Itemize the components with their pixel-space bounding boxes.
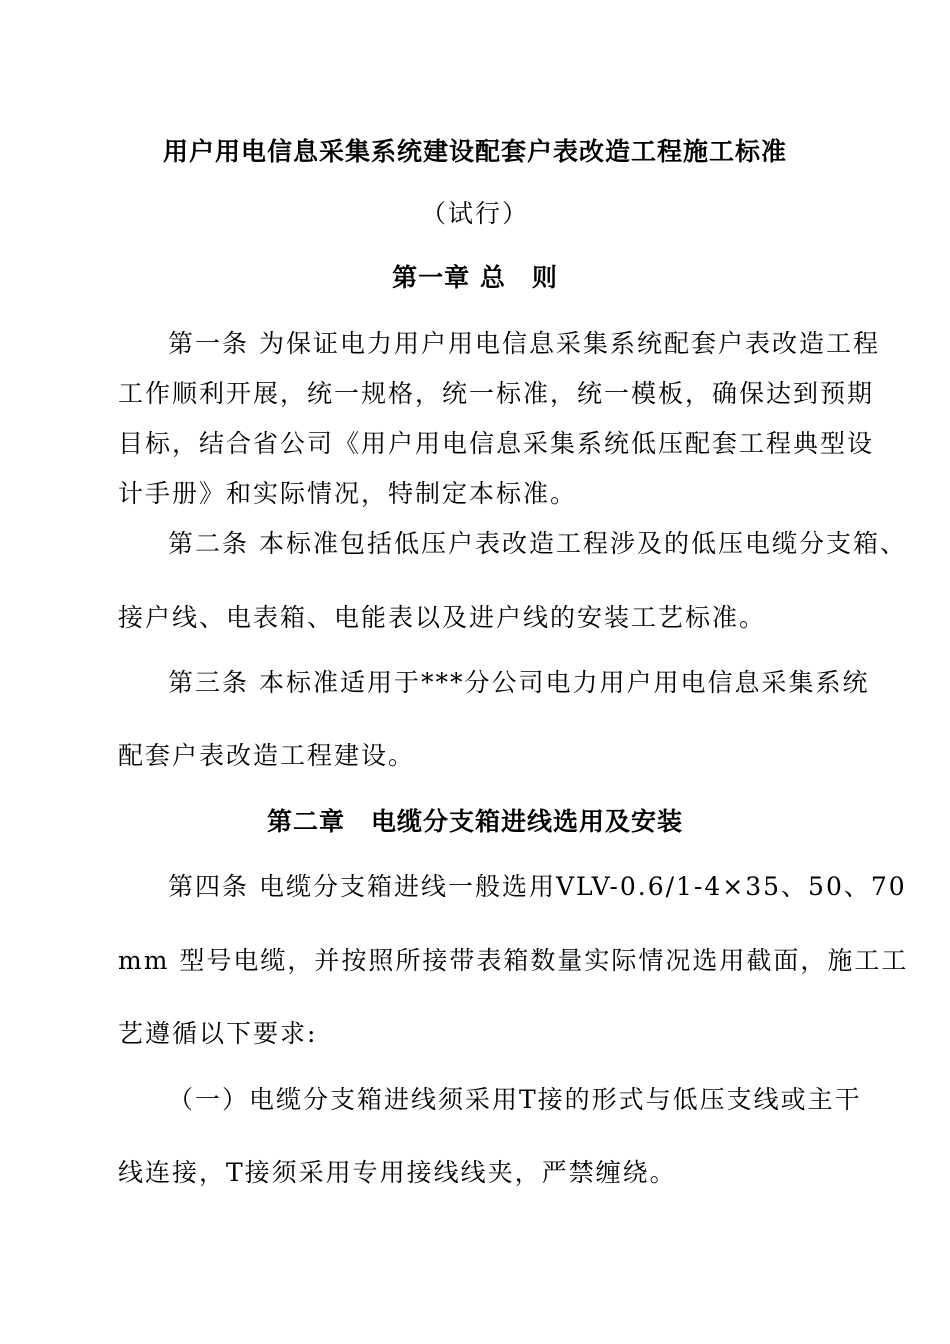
article-4-line-3: 艺遵循以下要求: [118,1019,318,1048]
document-title: 用户用电信息采集系统建设配套户表改造工程施工标准 [162,137,787,166]
article-2-line-2: 接户线、电表箱、电能表以及进户线的安装工艺标准。 [118,603,767,632]
article-1-line-3: 目标，结合省公司《用户用电信息采集系统低压配套工程典型设 [118,429,875,458]
chapter-2-heading: 第二章 电缆分支箱进线选用及安装 [266,807,683,836]
article-3-line-1: 第三条 本标准适用于***分公司电力用户用电信息采集系统 [168,668,870,697]
article-4-line-1: 第四条 电缆分支箱进线一般选用VLV-0.6/1-4×35、50、70 [168,872,907,901]
item-1-line-1: （一）电缆分支箱进线须采用T接的形式与低压支线或主干 [168,1085,862,1114]
article-1-line-2: 工作顺利开展，统一规格，统一标准，统一模板，确保达到预期 [118,379,875,408]
document-subtitle: （试行） [420,199,529,228]
item-1-line-2: 线连接，T接须采用专用接线线夹，严禁缠绕。 [118,1158,677,1187]
article-3-line-2: 配套户表改造工程建设。 [118,741,416,770]
chapter-1-heading: 第一章 总 则 [392,263,558,292]
article-1-line-1: 第一条 为保证电力用户用电信息采集系统配套户表改造工程 [168,329,880,358]
article-4-line-2: mm 型号电缆，并按照所接带表箱数量实际情况选用截面，施工工 [118,946,909,975]
article-1-line-4: 计手册》和实际情况，特制定本标准。 [118,479,578,508]
article-2-line-1: 第二条 本标准包括低压户表改造工程涉及的低压电缆分支箱、 [168,529,907,558]
